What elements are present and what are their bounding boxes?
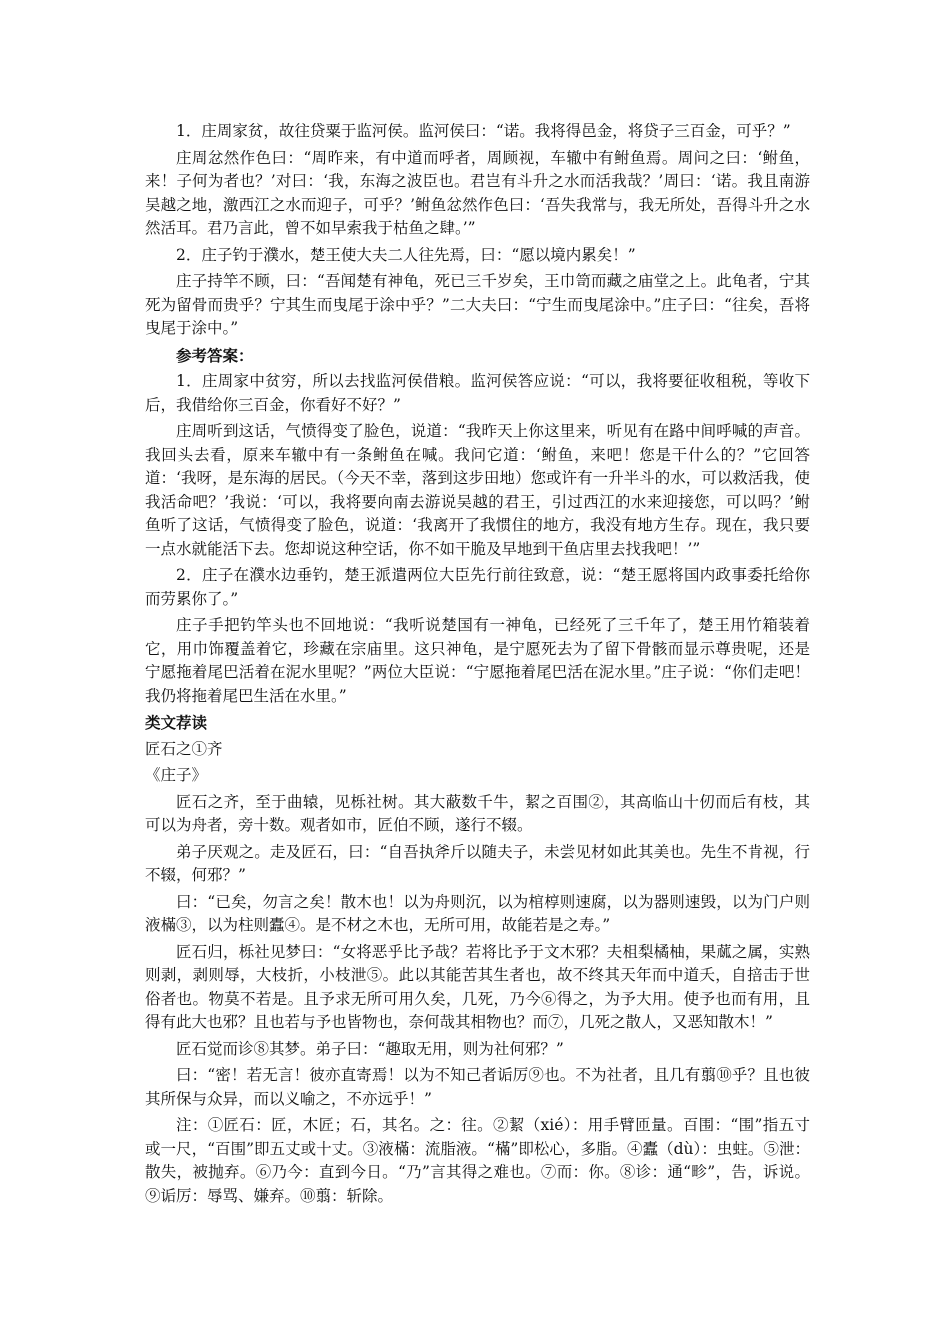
- answer-heading: 参考答案：: [176, 345, 254, 365]
- answer-paragraph: 庄子手把钓竿头也不回地说：“我听说楚国有一神龟，已经死了三千年了，楚王用竹箱装着它，用巾饰覆盖着它，珍藏在宗庙里。这只神龟，是宁愿死去为了留下骨骸而显示尊贵呢，还是宁愿拖着尾巴活着在泥水里呢？”两位大臣说：“宁愿拖着尾巴活在泥水里。”庄子说：“你们走吧！我仍将拖着尾巴生活在水里。”: [145, 616, 810, 705]
- reading-paragraph: 曰：“已矣，勿言之矣！散木也！以为舟则沉，以为棺椁则速腐，以为器则速毁，以为门户则液樠③，以为柱则蠹④。是不材之木也，无所可用，故能若是之寿。”: [145, 892, 810, 934]
- original-text-paragraph: 庄周忿然作色曰：“周昨来，有中道而呼者，周顾视，车辙中有鲋鱼焉。周问之曰：‘鲋鱼，来！子何为者也？’对曰：‘我，东海之波臣也。君岂有斗升之水而活我哉？’周曰：‘诺。我且南游吴越之地，激西江之水而迎子，可乎？’鲋鱼忿然作色曰：‘吾失我常与，我无所处，吾得斗升之水然活耳。君乃言此，曾不如早索我于枯鱼之肆。’”: [145, 148, 810, 237]
- document-page: [145, 120, 810, 1211]
- answer-paragraph: 庄周听到这话，气愤得变了脸色，说道：“我昨天上你这里来，听见有在路中间呼喊的声音。我回头去看，原来车辙中有一条鲋鱼在喊。我问它道：‘鲋鱼，来吧！您是干什么的？”它回答道：‘我呀，是东海的居民。（今天不幸，落到这步田地）您或许有一升半斗的水，可以救活我，使我活命吧？’我说：‘可以，我将要向南去游说吴越的君王，引过西江的水来迎接您，可以吗？’鲋鱼听了这话，气愤得变了脸色，说道：‘我离开了我惯住的地方，我没有地方生存。现在，我只要一点水就能活下去。您却说这种空话，你不如干脆及早地到干鱼店里去找我吧！’”: [145, 422, 810, 558]
- reading-source: 《庄子》: [145, 766, 208, 784]
- answer-paragraph: 1．庄周家中贫穷，所以去找监河侯借粮。监河侯答应说：“可以，我将要征收租税，等收下后，我借给你三百金，你看好不好？”: [145, 372, 810, 414]
- original-text-paragraph: 1．庄周家贫，故往贷粟于监河侯。监河侯曰：“诺。我将得邑金，将贷子三百金，可乎？”: [176, 122, 791, 140]
- original-text-paragraph: 庄子持竿不顾，曰：“吾闻楚有神龟，死已三千岁矣，王巾笥而藏之庙堂之上。此龟者，宁其死为留骨而贵乎？宁其生而曳尾于涂中乎？”二大夫曰：“宁生而曳尾涂中。”庄子曰：“往矣，吾将曳尾于涂中。”: [145, 272, 810, 337]
- reading-paragraph: 匠石之齐，至于曲辕，见栎社树。其大蔽数千牛，絜之百围②，其高临山十仞而后有枝，其可以为舟者，旁十数。观者如市，匠伯不顾，遂行不辍。: [145, 792, 810, 834]
- section-heading: 类文荐读: [145, 713, 208, 732]
- original-text-paragraph: 2．庄子钓于濮水，楚王使大夫二人往先焉，曰：“愿以境内累矣！”: [176, 245, 636, 264]
- reading-title: 匠石之①齐: [145, 739, 223, 758]
- reading-paragraph: 匠石觉而诊⑧其梦。弟子曰：“趣取无用，则为社何邪？”: [176, 1039, 564, 1058]
- footnotes: 注：①匠石：匠，木匠；石，其名。之：往。②絜（xié）：用手臂匝量。百围：“围”指五寸或一尺，“百围”即五丈或十丈。③液樠：流脂液。“樠”即松心，多脂。④蠹（dù）：虫蛀。⑤泄：散失，被抛弃。⑥乃今：直到今日。“乃”言其得之难也。⑦而：你。⑧诊：通“畛”，告，诉说。⑨诟厉：辱骂、嫌弃。⑩翦：斩除。: [145, 1116, 810, 1205]
- reading-paragraph: 匠石归，栎社见梦曰：“女将恶乎比予哉？若将比予于文木邪？夫柤梨橘柚，果蓏之属，实熟则剥，剥则辱，大枝折，小枝泄⑤。此以其能苦其生者也，故不终其天年而中道夭，自掊击于世俗者也。物莫不若是。且予求无所可用久矣，几死，乃今⑥得之，为予大用。使予也而有用，且得有此大也邪？且也若与予也皆物也，奈何哉其相物也？而⑦，几死之散人，又恶知散木！”: [145, 942, 810, 1031]
- answer-paragraph: 2．庄子在濮水边垂钓，楚王派遣两位大臣先行前往致意，说：“楚王愿将国内政事委托给你而劳累你了。”: [145, 566, 810, 608]
- reading-paragraph: 弟子厌观之。走及匠石，曰：“自吾执斧斤以随夫子，未尝见材如此其美也。先生不肯视，行不辍，何邪？”: [145, 842, 810, 884]
- reading-paragraph: 曰：“密！若无言！彼亦直寄焉！以为不知己者诟厉⑨也。不为社者，且几有翦⑩乎？且也彼其所保与众异，而以义喻之，不亦远乎！”: [145, 1066, 810, 1108]
